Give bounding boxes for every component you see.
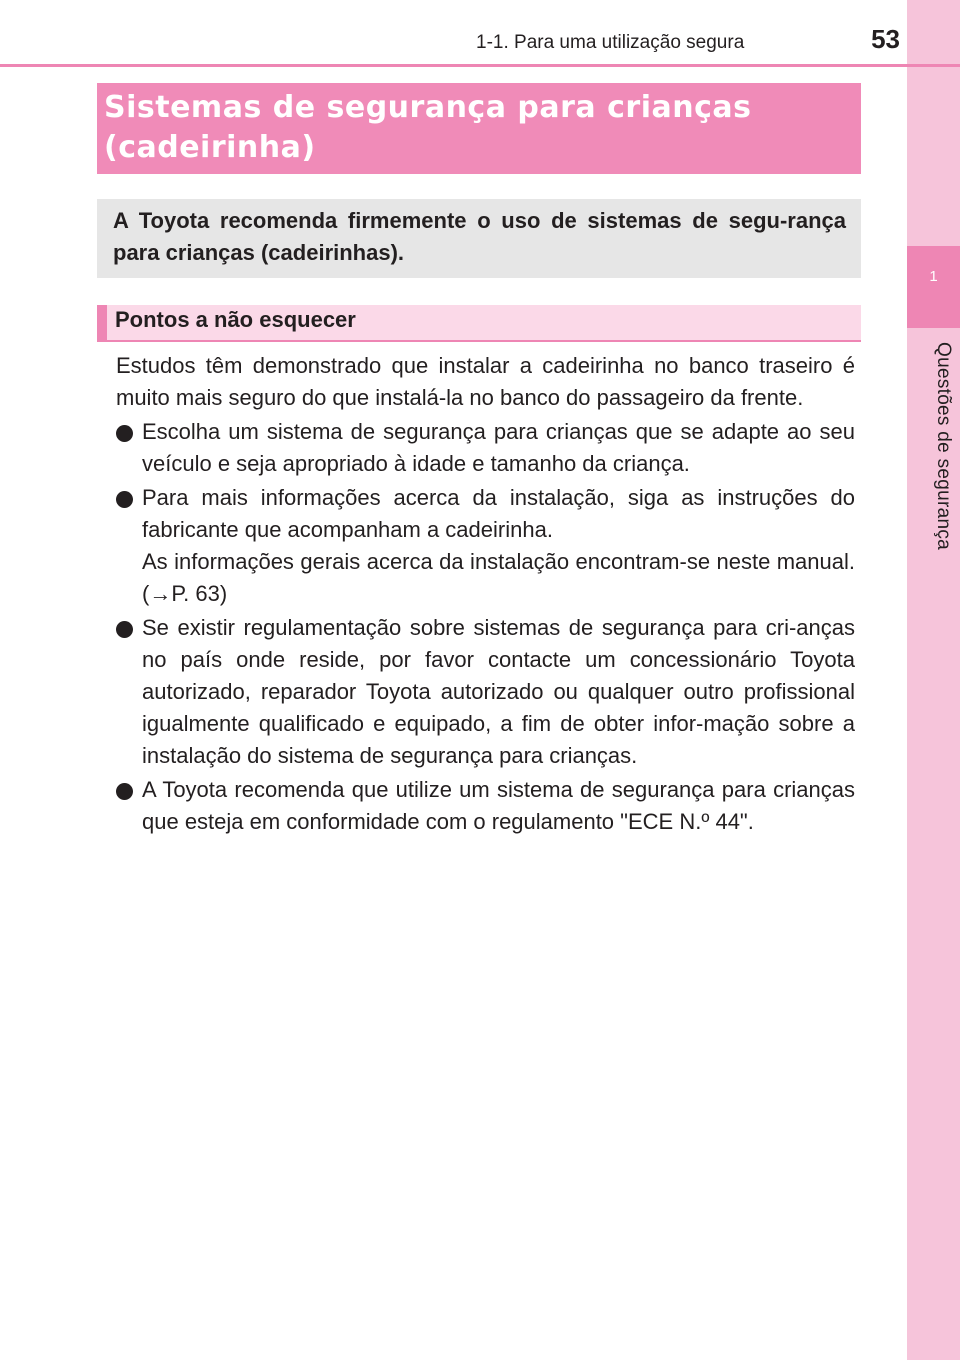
- points-heading: Pontos a não esquecer: [115, 307, 356, 332]
- bullet-dot-icon: [116, 621, 133, 638]
- bullet-text: Para mais informações acerca da instalação, siga as instruções do fabricante que acompanham a cadeirinha.: [142, 485, 855, 542]
- chapter-number: 1: [929, 268, 938, 285]
- bullet-dot-icon: [116, 491, 133, 508]
- bullet-item: [116, 482, 855, 610]
- side-strip: [907, 0, 960, 1360]
- bullet-item: [116, 774, 855, 838]
- header-section: 1-1. Para uma utilização segura: [476, 32, 745, 53]
- chapter-tab: [907, 246, 960, 328]
- points-heading-underline: [97, 340, 861, 342]
- page-number: 53: [871, 24, 900, 54]
- header-divider: [0, 64, 960, 67]
- bullet-item: [116, 416, 855, 480]
- bullet-text: Escolha um sistema de segurança para crianças que se adapte ao seu veículo e seja apropriado à idade e tamanho da criança.: [142, 419, 855, 476]
- bullet-text: Se existir regulamentação sobre sistemas de segurança para cri-anças no país onde reside, por favor contacte um concessionário Toyota autorizado, reparador Toyota autorizado ou qualquer outro profissional igualmente qualificado e equipado, a fim de obter infor-mação sobre a instalação do sistema de segurança para crianças.: [142, 615, 855, 768]
- intro-text: A Toyota recomenda firmemente o uso de sistemas de segu-rança para crianças (cadeirinhas).: [113, 208, 846, 265]
- bullet-text: A Toyota recomenda que utilize um sistema de segurança para crianças que esteja em conformidade com o regulamento "ECE N.º 44".: [142, 777, 855, 834]
- bullet-dot-icon: [116, 783, 133, 800]
- points-heading-bar: [97, 305, 107, 340]
- bullet-item: [116, 612, 855, 772]
- body-paragraph: Estudos têm demonstrado que instalar a cadeirinha no banco traseiro é muito mais seguro do que instalá-la no banco do passageiro da frente.: [116, 353, 855, 410]
- bullet-dot-icon: [116, 425, 133, 442]
- body-content: [116, 350, 855, 838]
- bullet-extra-text: As informações gerais acerca da instalação encontram-se neste manual. (→P. 63): [142, 549, 855, 606]
- page-title: Sistemas de segurança para crianças (cadeirinha): [104, 90, 752, 165]
- chapter-title: Questões de segurança: [933, 342, 954, 551]
